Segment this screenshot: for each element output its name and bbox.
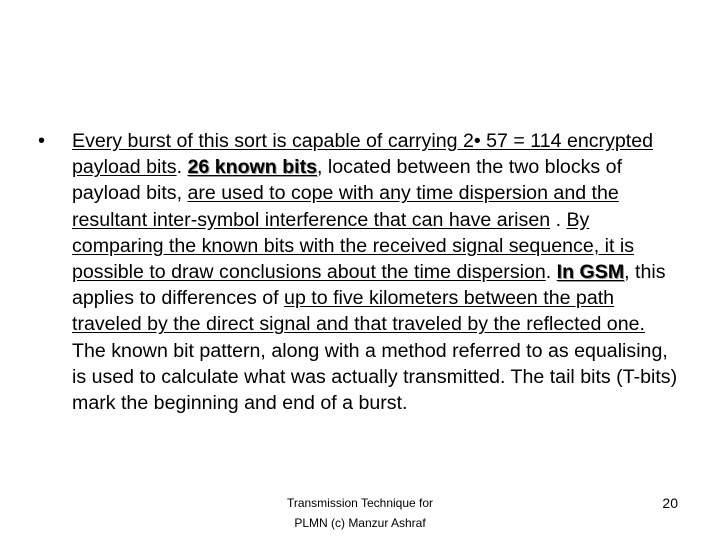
text-segment-bold: In GSM bbox=[556, 261, 625, 284]
text-segment: up to five kilometers between the path traveled by the direct signal and that traveled by the reflected one. bbox=[72, 287, 645, 336]
text-segment: Every burst of this sort is capable of carrying 2• 57 = 114 encrypted payload bits bbox=[72, 130, 654, 179]
text-segment: . bbox=[176, 156, 188, 179]
bullet-paragraph bbox=[72, 128, 682, 416]
page-number: 20 bbox=[662, 495, 678, 511]
text-segment-bold: 26 known bits bbox=[187, 156, 318, 179]
text-segment: By comparing the known bits with the received signal sequence, it is possible to draw conclusions about the time dispersion bbox=[72, 208, 634, 284]
text-segment: . bbox=[545, 261, 557, 284]
footer-line: PLMN (c) Manzur Ashraf bbox=[294, 516, 426, 530]
text-segment: The known bit pattern, along with a method referred to as equalising, is used to calculate what was actually transmitted. The tail bits (T-bits) mark the beginning and end of a burst. bbox=[72, 339, 678, 415]
text-segment: are used to cope with any time dispersion and the resultant inter-symbol interference that can have arisen bbox=[72, 182, 619, 231]
text-segment: , this applies to differences of bbox=[72, 261, 666, 310]
bullet-marker: • bbox=[38, 130, 46, 152]
footer-line: Transmission Technique for bbox=[286, 496, 434, 510]
text-segment: . bbox=[550, 208, 567, 231]
slide-footer bbox=[250, 493, 470, 533]
text-segment: , located between the two blocks of payload bits, bbox=[72, 156, 623, 205]
